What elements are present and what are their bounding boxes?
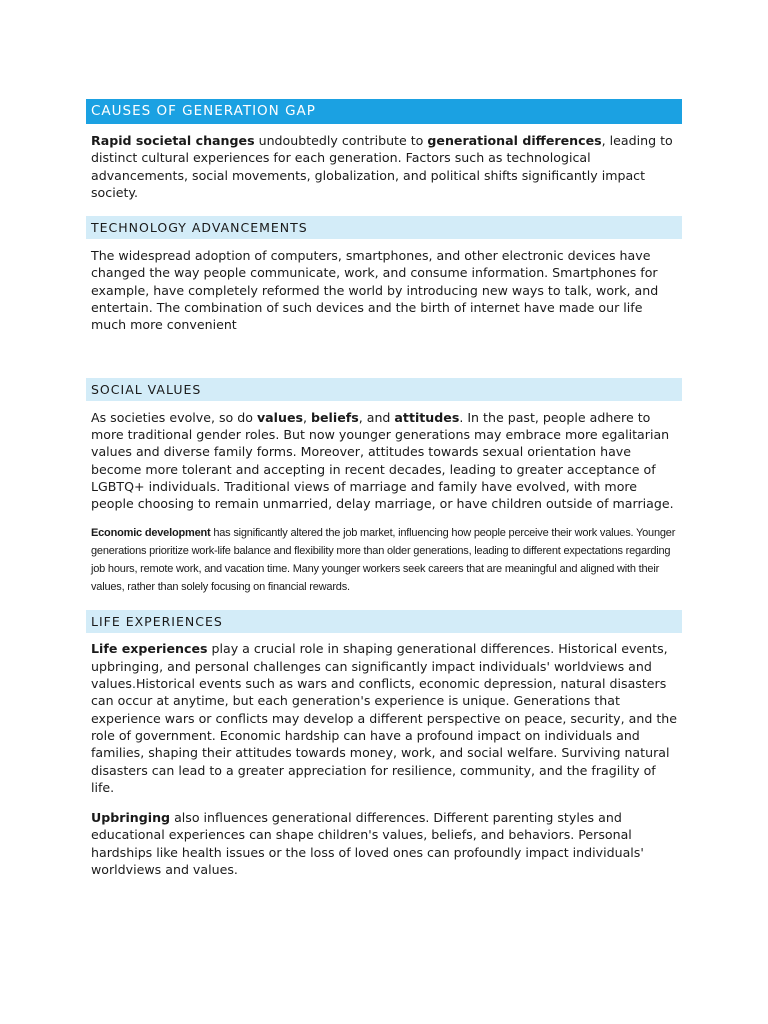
section-heading-social-values: SOCIAL VALUES: [86, 378, 682, 401]
upbringing-paragraph: [86, 809, 682, 878]
life-bold: Life experiences: [91, 641, 208, 657]
upbringing-bold: Upbringing: [91, 810, 171, 826]
social-sep-2: , and: [358, 409, 395, 425]
economic-bold: Economic development: [91, 527, 211, 540]
social-sep-1: ,: [302, 409, 311, 425]
intro-text-2: , leading to distinct cultural experiences for each generation. Factors such as technological advancements, social movements, globalization, and political shifts significantly impact society.: [91, 133, 673, 200]
intro-paragraph: [86, 132, 682, 201]
intro-bold-lead: Rapid societal changes: [91, 133, 255, 148]
life-text: play a crucial role in shaping generational differences. Historical events, upbringing, and personal challenges can significantly impact individuals' worldviews and values.Historical events such as wars and conflicts, economic depression, natural disasters can occur at anytime, but each generation's experience is unique. Generations that experience wars or conflicts may develop a different perspective on peace, security, and the role of government. Economic hardship can have a profound impact on individuals and families, shaping their attitudes towards money, work, and social welfare. Surviving natural disasters can lead to a greater appreciation for resilience, community, and the fragility of life.: [91, 641, 677, 795]
social-bold-values: values: [256, 409, 303, 425]
social-text-1: As societies evolve, so do: [91, 409, 257, 425]
section-heading-life-experiences: LIFE EXPERIENCES: [86, 610, 682, 633]
document-title: CAUSES OF GENERATION GAP: [86, 99, 682, 124]
intro-bold-2: generational differences: [427, 133, 602, 148]
economic-text: has significantly altered the job market, influencing how people perceive their work values. Younger generations prioritize work-life balance and flexibility more than older generations, leading to different expectations regarding job hours, remote work, and vacation time. Many younger workers seek careers that are meaningful and aligned with their values, rather than solely focusing on financial rewards.: [91, 527, 676, 594]
document-page: [86, 99, 682, 878]
life-experiences-paragraph: [86, 640, 682, 796]
social-bold-attitudes: attitudes: [394, 409, 460, 425]
social-bold-beliefs: beliefs: [311, 409, 359, 425]
section-heading-technology: TECHNOLOGY ADVANCEMENTS: [86, 216, 682, 239]
social-values-paragraph: [86, 409, 682, 513]
social-text-2: . In the past, people adhere to more traditional gender roles. But now younger generations may embrace more egalitarian values and diverse family forms. Moreover, attitudes towards sexual orientation have become more tolerant and accepting in recent decades, leading to greater acceptance of LGBTQ+ individuals. Traditional views of marriage and family have evolved, with more people choosing to remain unmarried, delay marriage, or have children outside of marriage.: [91, 409, 674, 512]
upbringing-text: also influences generational differences. Different parenting styles and educational experiences can shape children's values, beliefs, and behaviors. Personal hardships like health issues or the loss of loved ones can profoundly impact individuals' worldviews and values.: [91, 810, 644, 878]
intro-text-1: undoubtedly contribute to: [254, 133, 428, 148]
economic-paragraph: [86, 524, 682, 596]
technology-paragraph: The widespread adoption of computers, smartphones, and other electronic devices have changed the way people communicate, work, and consume information. Smartphones for example, have completely reformed the world by introducing new ways to talk, work, and entertain. The combination of such devices and the birth of internet have made our life much more convenient: [91, 248, 659, 333]
